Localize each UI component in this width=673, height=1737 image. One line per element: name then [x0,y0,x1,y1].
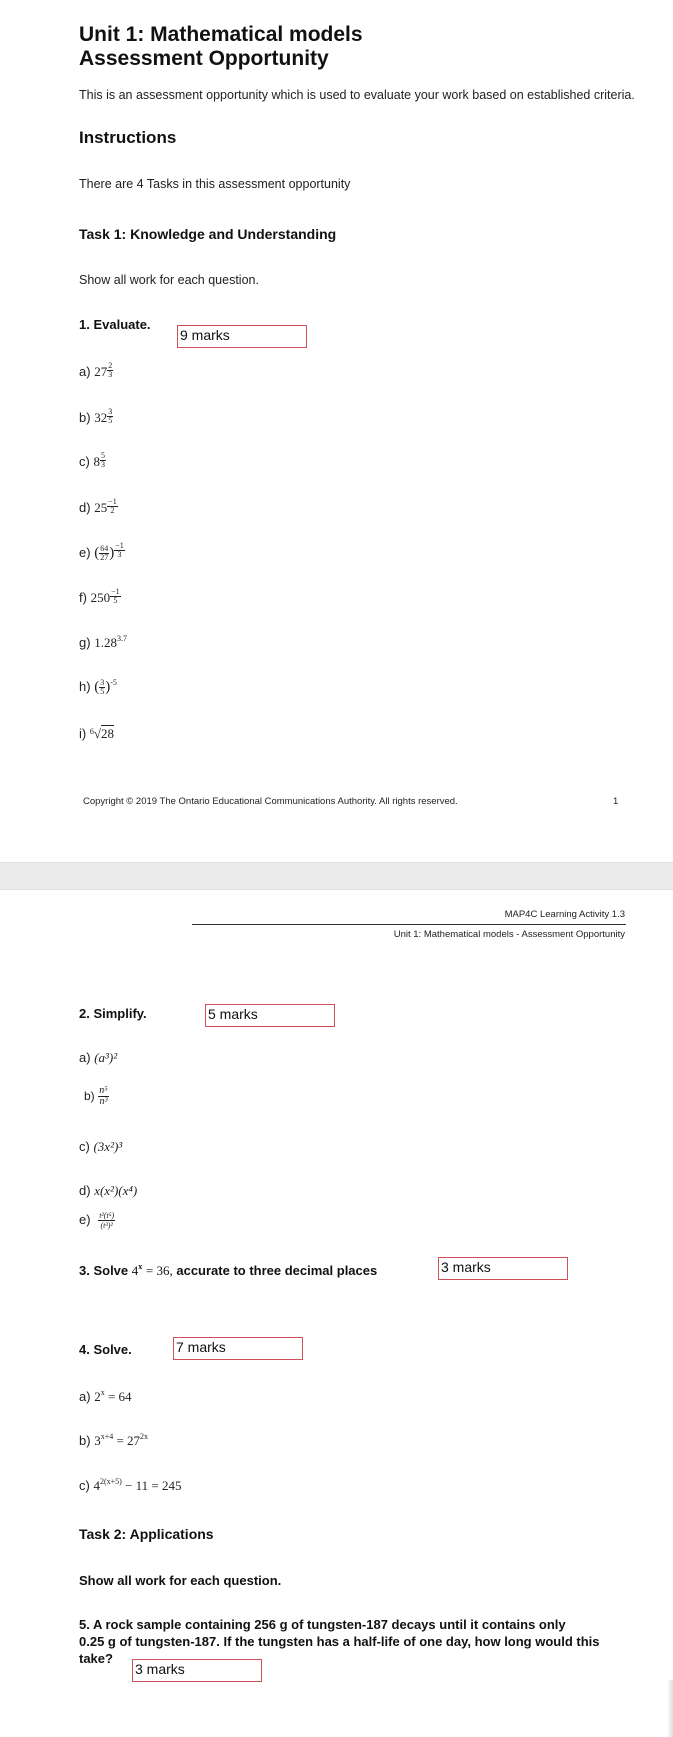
q2-a-label: a) [79,1050,91,1065]
q2-c-expr: (3x²)³ [93,1139,123,1154]
show-work-text: Show all work for each question. [79,273,259,287]
question-3-marks: 3 marks [438,1257,568,1280]
question-3-text [79,1258,377,1279]
q1-a-label: a) [79,364,91,379]
q1-a-base: 27 [94,364,108,379]
question-2-marks: 5 marks [205,1004,335,1027]
q4-item-a [79,1388,132,1405]
q4-b-label: b) [79,1433,91,1448]
q1-item-i [79,726,114,742]
q1-item-c [79,452,106,470]
page-1 [0,0,673,862]
q3-base: 4 [131,1263,139,1278]
q2-item-b [84,1086,109,1107]
q2-e-numerator: t²(t⁵) [99,1211,115,1220]
q1-b-label: b) [79,410,91,425]
q1-g-label: g) [79,635,91,650]
scroll-edge [667,1680,673,1737]
page-number: 1 [613,796,619,807]
q3-exponent: x [138,1262,143,1271]
unit-title: Unit 1: Mathematical models [79,23,363,46]
q1-c-label: c) [79,454,90,469]
q2-d-label: d) [79,1183,91,1198]
q4-item-c [79,1477,182,1494]
q4-item-b [79,1432,148,1449]
q1-f-exponent: $\frac{-1}{5}$ [111,587,120,605]
q4-b-rest: = 27 [113,1433,141,1448]
q1-h-base: $\frac{3}{5}$ [100,678,105,697]
q2-item-a [79,1050,117,1066]
course-header: MAP4C Learning Activity 1.3 [504,909,625,920]
q2-item-e [79,1211,115,1230]
question-2-label: 2. Simplify. [79,1006,147,1021]
q1-e-exponent: $\frac{-1}{3}$ [115,541,124,559]
q1-i-radicand: 28 [100,726,114,741]
question-1-label: 1. Evaluate. [79,317,151,332]
question-5-marks: 3 marks [132,1659,262,1682]
q1-item-a [79,362,113,380]
q1-item-g [79,634,127,651]
q2-b-numerator: n⁵ [99,1085,108,1096]
q1-item-f [79,588,121,606]
q4-b-exponent: x+4 [100,1432,114,1441]
q1-e-base: $\frac{64}{27}$ [100,544,109,563]
unit-header: Unit 1: Mathematical models - Assessment Opportunity [393,929,625,940]
q2-c-label: c) [79,1139,90,1154]
q2-e-label: e) [79,1211,91,1227]
q1-item-h: h) ( $\frac{3}{5}$ )$^{-5}$ [79,678,117,697]
q4-a-base: 2 [94,1389,101,1404]
q4-a-label: a) [79,1389,91,1404]
question-4-label: 4. Solve. [79,1342,132,1357]
q2-a-expr: (a³)² [94,1050,118,1065]
task1-heading: Task 1: Knowledge and Understanding [79,226,337,242]
q2-b-label: b) [84,1088,95,1103]
q1-d-label: d) [79,500,91,515]
q4-a-rest: = 64 [104,1389,132,1404]
question-1-marks: 9 marks [177,325,307,348]
q2-d-expr: x(x²)(x⁴) [94,1183,138,1198]
q4-c-base: 4 [93,1478,100,1493]
page-separator [0,862,673,890]
q1-item-b [79,408,113,426]
q1-a-exponent: $\frac{2}{3}$ [108,361,113,379]
header-rule [192,924,626,925]
intro-text: This is an assessment opportunity which is used to evaluate your work based on established criteria. [79,88,635,102]
q1-item-e: e) ( $\frac{64}{27}$ ) $\frac{-1}{3}$ [79,541,124,563]
q3-equation-rest: = 36, [145,1263,173,1278]
radical-icon: √ [93,726,101,741]
q2-b-fraction [98,1086,108,1107]
tasks-note: There are 4 Tasks in this assessment opportunity [79,177,351,191]
q1-e-label: e) [79,545,91,560]
instructions-heading: Instructions [79,128,177,147]
page-2 [0,890,673,1737]
copyright-footer: Copyright © 2019 The Ontario Educational Communications Authority. All rights reserved. [83,796,458,807]
q3-prefix: 3. Solve [79,1263,129,1278]
q1-h-exponent: -5 [110,678,117,687]
q2-b-denominator: n³ [99,1096,108,1107]
q1-c-base: 8 [93,454,100,469]
q1-h-label: h) [79,679,91,694]
question-5-line-1: 5. A rock sample containing 256 g of tungsten-187 decays until it contains only [79,1617,566,1632]
question-4-marks: 7 marks [173,1337,303,1360]
q4-c-label: c) [79,1478,90,1493]
q1-i-root-index: 6 [89,727,94,736]
question-5-line-2: 0.25 g of tungsten-187. If the tungsten has a half-life of one day, how long would this [79,1634,600,1649]
q1-g-exponent: 3.7 [116,634,127,643]
q1-c-exponent: $\frac{5}{3}$ [100,451,105,469]
task2-show-work: Show all work for each question. [79,1573,282,1588]
q1-d-base: 25 [94,500,108,515]
q2-item-c [79,1139,122,1155]
q1-item-d [79,498,118,516]
q1-d-exponent: $\frac{-1}{2}$ [108,497,117,515]
q2-e-fraction [98,1211,115,1230]
q1-b-base: 32 [94,410,108,425]
q1-b-exponent: $\frac{3}{5}$ [108,407,113,425]
q1-g-base: 1.28 [94,635,117,650]
q1-f-base: 250 [90,590,111,605]
q4-b-exponent-2: 2x [140,1432,149,1441]
q3-suffix: accurate to three decimal places [176,1263,378,1278]
question-5-line-3: take? [79,1651,113,1666]
q4-c-rest: − 11 = 245 [121,1478,182,1493]
q4-a-exponent: x [100,1388,105,1397]
q2-e-denominator: (t³)² [100,1221,113,1230]
task2-heading: Task 2: Applications [79,1526,214,1542]
q2-item-d [79,1183,137,1199]
assessment-title: Assessment Opportunity [79,47,329,70]
q4-b-base: 3 [94,1433,101,1448]
q1-f-label: f) [79,590,87,605]
q4-c-exponent: 2(x+5) [99,1477,122,1486]
q1-i-label: i) [79,726,87,741]
